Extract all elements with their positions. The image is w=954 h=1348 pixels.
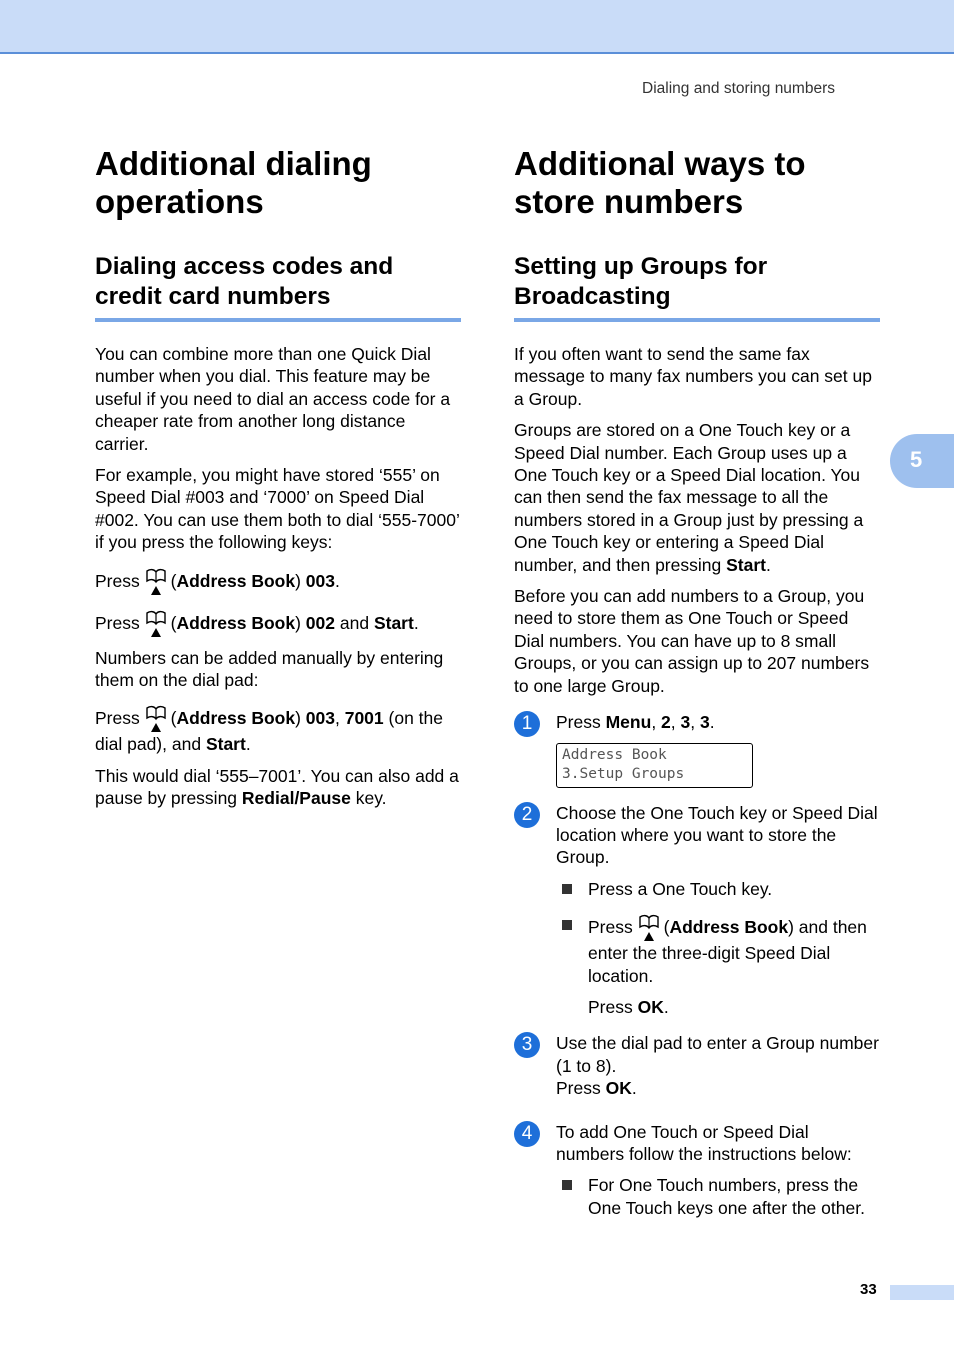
subsection-title-access-codes: Dialing access codes and credit card numbers xyxy=(95,252,461,322)
paragraph-dial-result: This would dial ‘555–7001’. You can also add a pause by pressing Redial/Pause key. xyxy=(95,765,459,809)
paragraph-combine: You can combine more than one Quick Dial number when you dial. This feature may be useful if you need to dial an access code for a cheaper rate from another long distance carrier. xyxy=(95,344,451,454)
section-title-store: Additional ways to store numbers xyxy=(514,145,806,220)
step-2 xyxy=(514,802,880,1019)
bullet-square-icon xyxy=(562,1180,572,1190)
address-book-icon xyxy=(638,914,660,942)
address-book-icon xyxy=(145,610,167,638)
step-number-2: 2 xyxy=(514,802,540,828)
instruction-press-7001: Press (Address Book) 003, 7001 (on the dial pad), and Start. xyxy=(95,705,461,755)
left-column xyxy=(95,145,461,810)
bullet-address-book: Press (Address Book) and then enter the three-digit Speed Dial location. Press OK. xyxy=(562,914,880,1018)
paragraph-example: For example, you might have stored ‘555’ on Speed Dial #003 and ‘7000’ on Speed Dial #002. You can use them both to dial ‘555-7000’ if you press the following keys: xyxy=(95,465,460,553)
step-4 xyxy=(514,1121,880,1220)
lcd-line-2: 3.Setup Groups xyxy=(562,765,685,782)
step-3-press-ok: Press OK. xyxy=(556,1078,637,1099)
address-book-icon xyxy=(145,568,167,596)
step-number-3: 3 xyxy=(514,1032,540,1058)
header-bar xyxy=(0,0,954,54)
paragraph-manual: Numbers can be added manually by entering them on the dial pad: xyxy=(95,647,444,691)
lcd-display xyxy=(556,743,753,788)
footer-bar xyxy=(890,1285,954,1300)
section-title-dialing: Additional dialing operations xyxy=(95,145,372,220)
chapter-tab xyxy=(890,434,954,488)
step-1 xyxy=(514,711,880,787)
paragraph-groups-stored: Groups are stored on a One Touch key or a Speed Dial number. Each Group uses up a One Touch key or a Speed Dial location. You can then send the fax message to all the numbers stored in a Group just by pressing a One Touch key or entering a Speed Dial number, and then pressing Start. xyxy=(514,420,864,575)
instruction-press-003: Press (Address Book) 003. xyxy=(95,568,461,596)
page-number: 33 xyxy=(860,1281,877,1298)
step-number-1: 1 xyxy=(514,711,540,737)
paragraph-before-add: Before you can add numbers to a Group, you need to store them as One Touch or Speed Dial numbers. You can have up to 8 small Groups, or you can assign up to 207 numbers to one large Group. xyxy=(514,586,870,696)
instruction-press-002: Press (Address Book) 002 and Start. xyxy=(95,610,461,638)
bullet-one-touch-numbers: For One Touch numbers, press the One Touch keys one after the other. xyxy=(562,1174,880,1219)
step-number-4: 4 xyxy=(514,1121,540,1147)
lcd-line-1: Address Book xyxy=(562,746,667,763)
bullet-square-icon xyxy=(562,920,572,930)
subsection-title-groups: Setting up Groups for Broadcasting xyxy=(514,252,880,322)
right-column xyxy=(514,145,880,1219)
step-2-text: Choose the One Touch key or Speed Dial location where you want to store the Group. xyxy=(556,802,878,868)
address-book-icon xyxy=(145,705,167,733)
step-3 xyxy=(514,1032,880,1099)
step-3-text: Use the dial pad to enter a Group number (1 to 8). xyxy=(556,1033,879,1076)
running-title: Dialing and storing numbers xyxy=(642,80,835,97)
step-1-text: Press Menu, 2, 3, 3. xyxy=(556,712,715,733)
bullet-one-touch: Press a One Touch key. xyxy=(562,878,880,900)
step-4-text: To add One Touch or Speed Dial numbers follow the instructions below: xyxy=(556,1121,852,1164)
chapter-number: 5 xyxy=(910,447,923,472)
bullet-square-icon xyxy=(562,884,572,894)
paragraph-groups-intro: If you often want to send the same fax message to many fax numbers you can set up a Group. xyxy=(514,344,872,409)
